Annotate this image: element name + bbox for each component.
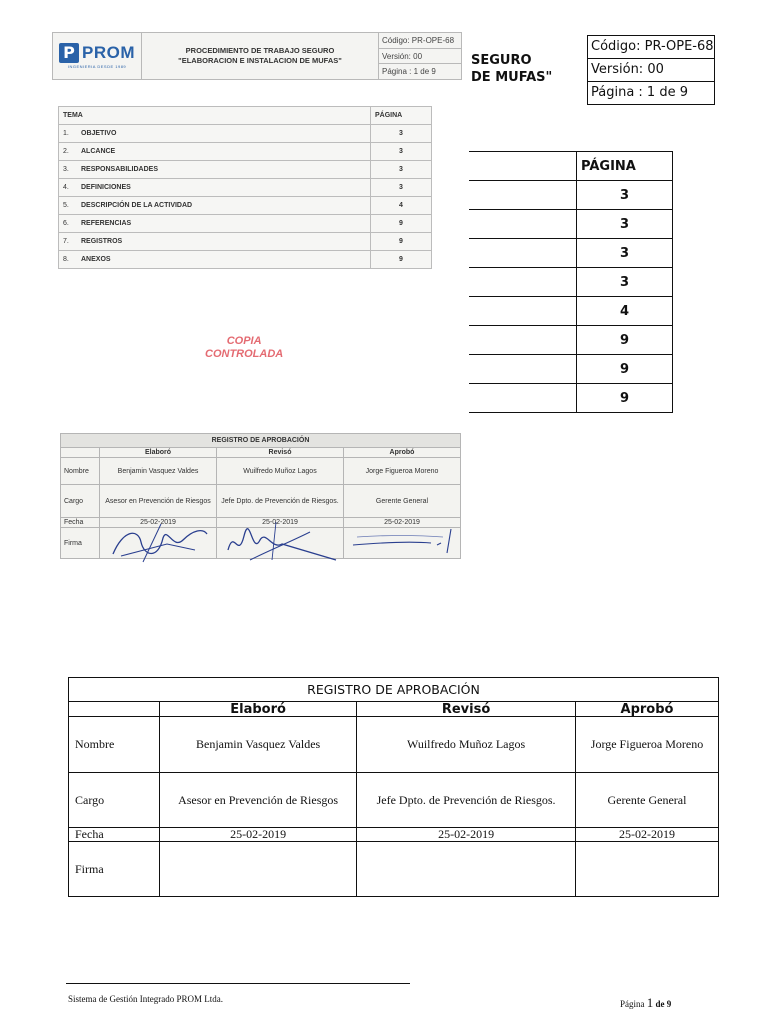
- cargo-elaboro: Asesor en Prevención de Riesgos: [100, 485, 217, 518]
- toc-num: 1.: [59, 125, 78, 143]
- stamp-line1: COPIA: [226, 335, 262, 347]
- toc-page: 9: [577, 355, 673, 384]
- toc-num: 2.: [59, 143, 78, 161]
- toc-num: 8.: [59, 251, 78, 269]
- toc-name: DEFINICIONES: [77, 179, 371, 197]
- toc-row: [59, 233, 432, 251]
- scanned-version: Versión: 00: [379, 49, 461, 65]
- toc-header: [469, 152, 673, 181]
- col-aprobo: Aprobó: [576, 702, 719, 717]
- col-reviso: Revisó: [217, 448, 344, 458]
- toc-col-tema: TEMA: [59, 107, 371, 125]
- footer-page-number: [620, 995, 671, 1011]
- scanned-toc-header: [59, 107, 432, 125]
- scanned-pagina: Página : 1 de 9: [382, 67, 436, 77]
- toc-page: 3: [577, 268, 673, 297]
- row-nombre: [69, 717, 719, 773]
- toc-page: 4: [371, 197, 432, 215]
- toc-name: REGISTROS: [77, 233, 371, 251]
- cargo-aprobo: Gerente General: [576, 773, 719, 828]
- doc-title-line1: SEGURO: [471, 53, 532, 68]
- signature-elaboro-image: [103, 520, 213, 564]
- toc-row: [59, 197, 432, 215]
- toc-page: 9: [577, 384, 673, 413]
- toc-page: 3: [577, 239, 673, 268]
- toc-page: 3: [371, 125, 432, 143]
- label-cargo: Cargo: [69, 773, 160, 828]
- stamp-line2: CONTROLADA: [205, 348, 284, 360]
- toc-num: 3.: [59, 161, 78, 179]
- doc-pagina: Página : 1 de 9: [591, 85, 688, 100]
- doc-codigo: Código: PR-OPE-68: [588, 36, 714, 59]
- toc-name: OBJETIVO: [77, 125, 371, 143]
- controlled-copy-stamp: [205, 335, 283, 361]
- scanned-toc-table: [58, 106, 432, 269]
- label-fecha: Fecha: [61, 518, 100, 528]
- toc-table: [469, 151, 673, 413]
- footer-divider: [66, 983, 410, 984]
- toc-name: RESPONSABILIDADES: [77, 161, 371, 179]
- label-firma: Firma: [69, 842, 160, 897]
- toc-page: 3: [371, 143, 432, 161]
- toc-row: [469, 297, 673, 326]
- fecha-aprobo: 25-02-2019: [576, 828, 719, 842]
- prom-logo: [53, 33, 142, 79]
- fecha-aprobo: 25-02-2019: [344, 518, 461, 528]
- firma-elaboro: [160, 842, 357, 897]
- label-fecha: Fecha: [69, 828, 160, 842]
- toc-row: [59, 215, 432, 233]
- firma-aprobo: [576, 842, 719, 897]
- doc-version: Versión: 00: [588, 59, 714, 82]
- toc-page: 9: [371, 233, 432, 251]
- doc-title-line2: DE MUFAS": [471, 70, 553, 85]
- scanned-doc-title: [142, 33, 378, 79]
- row-cargo: [69, 773, 719, 828]
- scanned-doc-meta: [378, 33, 461, 79]
- footer-page-num: 1: [646, 995, 654, 1010]
- toc-num: 4.: [59, 179, 78, 197]
- scanned-approval-title: REGISTRO DE APROBACIÓN: [61, 434, 461, 448]
- fecha-reviso: 25-02-2019: [357, 828, 576, 842]
- nombre-reviso: Wuilfredo Muñoz Lagos: [217, 458, 344, 485]
- toc-row: [469, 181, 673, 210]
- toc-row: [59, 179, 432, 197]
- toc-row: [59, 161, 432, 179]
- col-reviso: Revisó: [357, 702, 576, 717]
- toc-row: [59, 251, 432, 269]
- label-cargo: Cargo: [61, 485, 100, 518]
- nombre-aprobo: Jorge Figueroa Moreno: [576, 717, 719, 773]
- scanned-approval-table: [60, 433, 461, 559]
- col-elaboro: Elaboró: [100, 448, 217, 458]
- doc-title-fragment: [471, 52, 552, 86]
- toc-page: 3: [371, 179, 432, 197]
- toc-name: REFERENCIAS: [77, 215, 371, 233]
- fecha-elaboro: 25-02-2019: [100, 518, 217, 528]
- fecha-reviso: 25-02-2019: [217, 518, 344, 528]
- label-nombre: Nombre: [69, 717, 160, 773]
- logo-tagline: INGENIERIA DESDE 1989: [67, 64, 127, 69]
- nombre-aprobo: Jorge Figueroa Moreno: [344, 458, 461, 485]
- row-firma: [61, 528, 461, 559]
- toc-page: 9: [577, 326, 673, 355]
- firma-reviso: [217, 528, 344, 559]
- cargo-reviso: Jefe Dpto. de Prevención de Riesgos.: [217, 485, 344, 518]
- toc-name: ANEXOS: [77, 251, 371, 269]
- toc-row: [59, 143, 432, 161]
- nombre-reviso: Wuilfredo Muñoz Lagos: [357, 717, 576, 773]
- scanned-title-line1: PROCEDIMIENTO DE TRABAJO SEGURO: [185, 46, 335, 55]
- toc-page: 3: [577, 210, 673, 239]
- toc-row: [469, 210, 673, 239]
- toc-row: [59, 125, 432, 143]
- toc-page: 4: [577, 297, 673, 326]
- nombre-elaboro: Benjamin Vasquez Valdes: [160, 717, 357, 773]
- scanned-codigo: Código: PR-OPE-68: [379, 33, 461, 49]
- toc-col-pagina: PÁGINA: [371, 107, 432, 125]
- footer-page-post: de 9: [655, 999, 672, 1009]
- toc-row: [469, 384, 673, 413]
- approval-table: [68, 677, 719, 897]
- toc-page: 3: [371, 161, 432, 179]
- nombre-elaboro: Benjamin Vasquez Valdes: [100, 458, 217, 485]
- toc-row: [469, 239, 673, 268]
- logo-text: PROM: [82, 43, 135, 62]
- label-nombre: Nombre: [61, 458, 100, 485]
- doc-meta-box: [587, 35, 715, 105]
- row-fecha: [69, 828, 719, 842]
- toc-page: 9: [371, 251, 432, 269]
- firma-elaboro: [100, 528, 217, 559]
- toc-page: 3: [577, 181, 673, 210]
- toc-name: ALCANCE: [77, 143, 371, 161]
- signature-reviso-image: [220, 520, 340, 564]
- footer-page-pre: Página: [620, 999, 645, 1009]
- footer-company: Sistema de Gestión Integrado PROM Ltda.: [68, 994, 223, 1004]
- toc-col-pagina: PÁGINA: [577, 152, 673, 181]
- cargo-reviso: Jefe Dpto. de Prevención de Riesgos.: [357, 773, 576, 828]
- label-firma: Firma: [61, 528, 100, 559]
- col-elaboro: Elaboró: [160, 702, 357, 717]
- toc-page: 9: [371, 215, 432, 233]
- scanned-header: [52, 32, 462, 80]
- toc-row: [469, 268, 673, 297]
- row-firma: [69, 842, 719, 897]
- firma-reviso: [357, 842, 576, 897]
- firma-aprobo: [344, 528, 461, 559]
- cargo-elaboro: Asesor en Prevención de Riesgos: [160, 773, 357, 828]
- scanned-title-line2: "ELABORACION E INSTALACION DE MUFAS": [178, 56, 342, 65]
- row-nombre: [61, 458, 461, 485]
- col-aprobo: Aprobó: [344, 448, 461, 458]
- toc-num: 5.: [59, 197, 78, 215]
- toc-num: 7.: [59, 233, 78, 251]
- toc-num: 6.: [59, 215, 78, 233]
- approval-title: REGISTRO DE APROBACIÓN: [69, 678, 719, 702]
- logo-p-icon: P: [59, 43, 79, 63]
- toc-name: DESCRIPCIÓN DE LA ACTIVIDAD: [77, 197, 371, 215]
- cargo-aprobo: Gerente General: [344, 485, 461, 518]
- fecha-elaboro: 25-02-2019: [160, 828, 357, 842]
- toc-row: [469, 355, 673, 384]
- row-cargo: [61, 485, 461, 518]
- signature-aprobo-image: [347, 523, 457, 563]
- toc-row: [469, 326, 673, 355]
